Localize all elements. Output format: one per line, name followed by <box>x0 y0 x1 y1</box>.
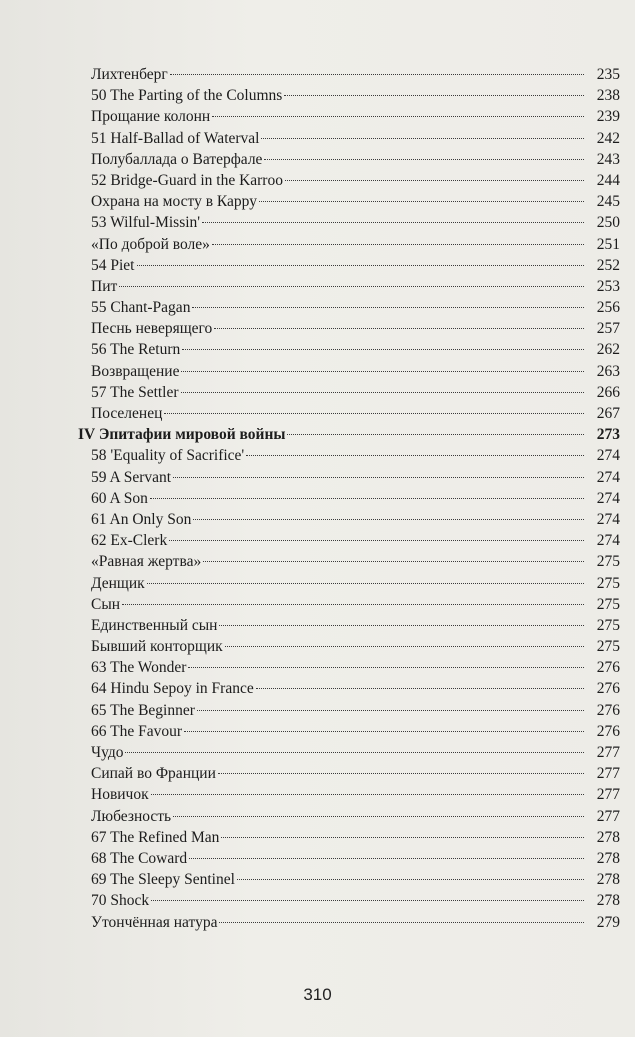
toc-entry-page: 275 <box>596 553 620 571</box>
dot-leader <box>285 180 584 181</box>
dot-leader <box>256 688 584 689</box>
toc-entry-title: Новичок <box>91 786 149 804</box>
dot-leader <box>219 625 584 626</box>
toc-entry <box>78 191 620 212</box>
toc-entry-title: 61 An Only Son <box>91 510 192 528</box>
toc-entry-page: 244 <box>596 171 620 189</box>
dot-leader <box>151 900 584 901</box>
dot-leader <box>181 371 584 372</box>
dot-leader <box>221 837 584 838</box>
toc-entry-page: 251 <box>596 235 620 253</box>
toc-entry-title: Любезность <box>91 807 172 825</box>
toc-entry-page: 245 <box>596 193 620 211</box>
toc-entry-page: 275 <box>596 595 620 613</box>
dot-leader <box>125 752 584 753</box>
toc-entry-title: 67 The Refined Man <box>91 828 220 846</box>
toc-entry-page: 275 <box>596 616 620 634</box>
toc-entry-page: 274 <box>596 532 620 550</box>
toc-entry-title: Песнь неверящего <box>91 320 213 338</box>
toc-entry <box>78 912 620 933</box>
toc-entry-title: 64 Hindu Sepoy in France <box>91 680 254 698</box>
dot-leader <box>173 477 584 478</box>
toc-entry <box>78 170 620 191</box>
toc-entry-title: 68 The Coward <box>91 849 188 867</box>
dot-leader <box>237 879 584 880</box>
toc-entry <box>78 890 620 911</box>
toc-entry <box>78 763 620 784</box>
toc-entry-title: Денщик <box>91 574 145 592</box>
toc-entry <box>78 657 620 678</box>
toc-entry-title: «По доброй воле» <box>91 235 210 253</box>
toc-entry-page: 278 <box>596 849 620 867</box>
toc-entry-page: 256 <box>596 299 620 317</box>
toc-entry <box>78 255 620 276</box>
toc-entry <box>78 700 620 721</box>
dot-leader <box>246 455 584 456</box>
toc-entry-page: 274 <box>596 468 620 486</box>
toc-entry-title: Охрана на мосту в Карру <box>91 193 257 211</box>
toc-entry-page: 242 <box>596 129 620 147</box>
toc-entry-page: 276 <box>596 680 620 698</box>
dot-leader <box>181 392 584 393</box>
toc-entry-title: Возвращение <box>91 362 180 380</box>
toc-entry <box>78 573 620 594</box>
toc-entry-title: Поселенец <box>91 405 163 422</box>
toc-entry <box>78 678 620 699</box>
toc-entry <box>78 382 620 403</box>
toc-entry-title: 66 The Favour <box>91 722 182 740</box>
toc-entry-title: 54 Piet <box>91 256 135 274</box>
toc-entry <box>78 128 620 149</box>
toc-entry-page: 274 <box>596 510 620 528</box>
toc-entry-page: 274 <box>596 447 620 465</box>
dot-leader <box>287 434 584 435</box>
dot-leader <box>214 328 584 329</box>
toc-entry-title: Пит <box>91 277 118 295</box>
toc-entry-page: 278 <box>596 871 620 889</box>
toc-entry-title: 63 The Wonder <box>91 659 187 677</box>
toc-entry-title: 62 Ex-Clerk <box>91 532 168 550</box>
toc-entry <box>78 742 620 763</box>
dot-leader <box>150 498 584 499</box>
toc-entry-page: 275 <box>596 638 620 656</box>
toc-entry <box>78 615 620 636</box>
toc-entry <box>78 403 620 424</box>
toc-entry-page: 278 <box>596 828 620 846</box>
dot-leader <box>169 540 584 541</box>
toc-entry-title: 55 Chant-Pagan <box>91 299 191 317</box>
toc-entry-title: Сипай во Франции <box>91 765 216 783</box>
dot-leader <box>189 858 584 859</box>
toc-entry-page: 262 <box>596 341 620 359</box>
dot-leader <box>212 116 584 117</box>
toc-entry-title: 57 The Settler <box>91 383 179 401</box>
dot-leader <box>202 222 584 223</box>
toc-entry-title: 60 A Son <box>91 489 148 507</box>
toc-entry <box>78 318 620 339</box>
toc-entry <box>78 445 620 466</box>
toc-entry-page: 274 <box>596 489 620 507</box>
toc-entry-title: Лихтенберг <box>91 66 168 83</box>
toc-entry-title: Бывший конторщик <box>91 638 223 656</box>
toc-entry <box>78 594 620 615</box>
toc-entry-title: Прощание колонн <box>91 108 211 126</box>
toc-entry <box>78 276 620 297</box>
toc-entry-page: 263 <box>596 362 620 380</box>
toc-entry-title: «Равная жертва» <box>91 553 202 571</box>
toc-entry-title: Утончённая натура <box>91 913 218 931</box>
toc-entry-title: 70 Shock <box>91 892 150 910</box>
toc-entry-page: 277 <box>596 744 620 761</box>
toc-entry-page: 253 <box>596 277 620 295</box>
toc-entry <box>78 784 620 805</box>
toc-entry-page: 277 <box>596 807 620 825</box>
toc-section-heading <box>78 424 620 445</box>
toc-entry-title: 65 The Beginner <box>91 701 195 719</box>
toc-entry <box>78 721 620 742</box>
dot-leader <box>197 710 584 711</box>
toc-entry-title: 59 A Servant <box>91 468 172 486</box>
table-of-contents <box>78 64 620 933</box>
dot-leader <box>151 794 584 795</box>
toc-entry <box>78 869 620 890</box>
toc-entry-page: 278 <box>596 892 620 910</box>
toc-entry-title: Чудо <box>91 744 124 761</box>
toc-entry <box>78 467 620 488</box>
toc-entry-page: 267 <box>596 405 620 422</box>
dot-leader <box>225 646 584 647</box>
toc-entry <box>78 85 620 106</box>
dot-leader <box>203 561 584 562</box>
toc-entry-page: 243 <box>596 150 620 168</box>
toc-entry-title: Сын <box>91 595 121 613</box>
dot-leader <box>259 201 584 202</box>
dot-leader <box>218 773 584 774</box>
toc-entry-title: 53 Wilful-Missin' <box>91 214 201 232</box>
toc-entry-page: 277 <box>596 765 620 783</box>
dot-leader <box>192 307 584 308</box>
dot-leader <box>173 816 584 817</box>
toc-entry <box>78 806 620 827</box>
toc-entry-page: 276 <box>596 722 620 740</box>
toc-entry-page: 238 <box>596 87 620 105</box>
toc-entry <box>78 106 620 127</box>
toc-entry <box>78 827 620 848</box>
dot-leader <box>193 519 584 520</box>
toc-entry <box>78 64 620 85</box>
toc-entry-title: 52 Bridge-Guard in the Karroo <box>91 171 283 189</box>
toc-entry-page: 250 <box>596 214 620 232</box>
dot-leader <box>261 138 584 139</box>
dot-leader <box>119 286 584 287</box>
toc-entry-page: 276 <box>596 659 620 677</box>
toc-entry-page: 279 <box>596 913 620 931</box>
toc-entry <box>78 848 620 869</box>
toc-entry-title: 56 The Return <box>91 341 181 359</box>
dot-leader <box>212 244 584 245</box>
dot-leader <box>137 265 585 266</box>
toc-entry-page: 252 <box>596 256 620 274</box>
toc-entry-title: Единственный сын <box>91 616 218 634</box>
dot-leader <box>284 95 584 96</box>
toc-entry-title: 58 'Equality of Sacrifice' <box>91 447 245 465</box>
page-number: 310 <box>303 985 332 1004</box>
toc-entry <box>78 339 620 360</box>
toc-entry <box>78 297 620 318</box>
toc-entry-page: 275 <box>596 574 620 592</box>
toc-entry-page: 276 <box>596 701 620 719</box>
toc-entry-page: 257 <box>596 320 620 338</box>
dot-leader <box>164 413 584 414</box>
dot-leader <box>182 349 584 350</box>
dot-leader <box>170 74 584 75</box>
toc-entry-title: IV Эпитафии мировой войны <box>78 426 286 444</box>
toc-entry <box>78 212 620 233</box>
toc-entry <box>78 149 620 170</box>
toc-entry-page: 235 <box>596 66 620 83</box>
toc-entry <box>78 551 620 572</box>
toc-entry-page: 277 <box>596 786 620 804</box>
toc-entry <box>78 234 620 255</box>
dot-leader <box>147 583 584 584</box>
dot-leader <box>264 159 584 160</box>
toc-entry-page: 239 <box>596 108 620 126</box>
toc-entry <box>78 361 620 382</box>
dot-leader <box>184 731 584 732</box>
toc-entry-title: 50 The Parting of the Columns <box>91 87 283 105</box>
toc-entry <box>78 530 620 551</box>
toc-entry <box>78 488 620 509</box>
dot-leader <box>122 604 584 605</box>
toc-entry-title: 69 The Sleepy Sentinel <box>91 871 235 889</box>
toc-entry-page: 273 <box>596 426 620 444</box>
dot-leader <box>188 667 584 668</box>
toc-entry <box>78 509 620 530</box>
toc-entry <box>78 636 620 657</box>
toc-entry-title: 51 Half-Ballad of Waterval <box>91 129 260 147</box>
toc-entry-title: Полубаллада о Ватерфале <box>91 150 263 168</box>
dot-leader <box>219 922 584 923</box>
toc-entry-page: 266 <box>596 383 620 401</box>
